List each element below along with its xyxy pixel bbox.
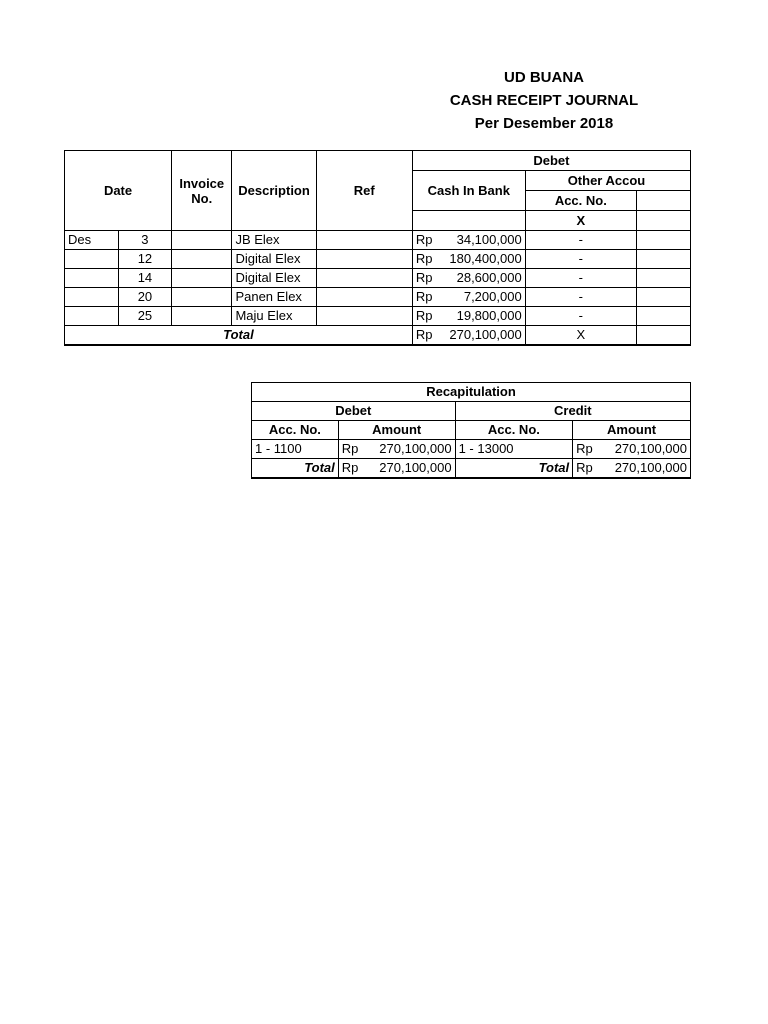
row-month: [65, 307, 119, 326]
row-day: 20: [118, 288, 171, 307]
cash-receipt-journal-table: [64, 150, 691, 346]
recap-total-debet-currency: Rp: [341, 460, 359, 475]
total-label: Total: [65, 326, 413, 346]
row-acc: -: [525, 269, 636, 288]
recap-debet-acc: 1 - 1100: [252, 440, 339, 459]
row-acc: -: [525, 307, 636, 326]
row-acc: -: [525, 250, 636, 269]
cash-in-bank-header: Cash In Bank: [412, 171, 525, 211]
row-currency: Rp: [415, 251, 433, 266]
row-description: Digital Elex: [232, 250, 316, 269]
row-day: 12: [118, 250, 171, 269]
row-description: Digital Elex: [232, 269, 316, 288]
x-mark-header: X: [525, 211, 636, 231]
row-currency: Rp: [415, 289, 433, 304]
recap-credit-amount: 270,100,000: [614, 441, 687, 456]
recap-debet-acc-header: Acc. No.: [252, 421, 339, 440]
table-row: [65, 231, 691, 250]
recap-credit-total-label: Total: [455, 459, 573, 479]
invoice-header: Invoice No.: [172, 151, 232, 231]
row-amount: 28,600,000: [456, 270, 522, 285]
recap-credit-acc: 1 - 13000: [455, 440, 573, 459]
row-day: 25: [118, 307, 171, 326]
report-title-block: [374, 66, 714, 135]
recap-total-credit: 270,100,000: [614, 460, 687, 475]
recap-debet-header: Debet: [252, 402, 456, 421]
recap-debet-amount-header: Amount: [338, 421, 455, 440]
row-amount: 19,800,000: [456, 308, 522, 323]
table-row: [65, 250, 691, 269]
row-acc: -: [525, 231, 636, 250]
recap-total-row: [252, 459, 691, 479]
row-amount: 7,200,000: [463, 289, 522, 304]
report-period: Per Desember 2018: [474, 115, 614, 132]
total-amount: 270,100,000: [449, 327, 522, 342]
recap-title: Recapitulation: [252, 383, 691, 402]
row-month: [65, 250, 119, 269]
total-currency: Rp: [415, 327, 433, 342]
ref-header: Ref: [316, 151, 412, 231]
table-row: [65, 269, 691, 288]
recapitulation-container: [251, 382, 691, 481]
recap-debet-total-label: Total: [252, 459, 339, 479]
row-month: Des: [65, 231, 119, 250]
row-day: 3: [118, 231, 171, 250]
recap-debet-currency: Rp: [341, 441, 359, 456]
debet-header: Debet: [412, 151, 690, 171]
recap-credit-amount-header: Amount: [573, 421, 691, 440]
row-description: Panen Elex: [232, 288, 316, 307]
row-amount: 180,400,000: [449, 251, 522, 266]
journal-title: CASH RECEIPT JOURNAL: [449, 92, 639, 109]
recap-debet-amount: 270,100,000: [379, 441, 452, 456]
row-currency: Rp: [415, 232, 433, 247]
table-row: [65, 307, 691, 326]
row-currency: Rp: [415, 308, 433, 323]
recap-credit-acc-header: Acc. No.: [455, 421, 573, 440]
recap-credit-currency: Rp: [576, 441, 593, 456]
row-month: [65, 288, 119, 307]
row-amount: 34,100,000: [456, 232, 522, 247]
recap-total-credit-currency: Rp: [576, 460, 593, 475]
other-accounts-header: Other Accou: [525, 171, 690, 191]
table-row: [252, 440, 691, 459]
description-header: Description: [232, 151, 316, 231]
table-row: [65, 288, 691, 307]
recap-total-debet: 270,100,000: [379, 460, 452, 475]
company-name: UD BUANA: [504, 69, 584, 86]
row-acc: -: [525, 288, 636, 307]
row-currency: Rp: [415, 270, 433, 285]
acc-no-header: Acc. No.: [525, 191, 636, 211]
date-header: Date: [65, 151, 172, 231]
row-description: JB Elex: [232, 231, 316, 250]
journal-table-container: [64, 150, 691, 346]
row-month: [65, 269, 119, 288]
total-row: [65, 326, 691, 346]
recap-credit-header: Credit: [455, 402, 690, 421]
row-day: 14: [118, 269, 171, 288]
total-acc-mark: X: [525, 326, 636, 346]
recapitulation-table: [251, 382, 691, 479]
row-description: Maju Elex: [232, 307, 316, 326]
